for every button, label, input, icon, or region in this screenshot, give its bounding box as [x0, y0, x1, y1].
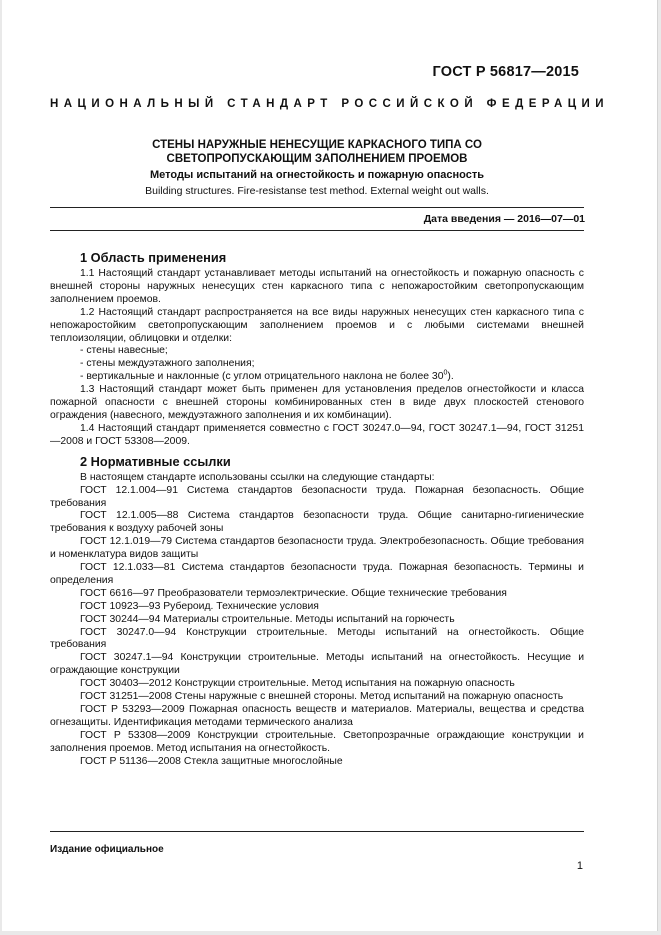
reference-item: ГОСТ 12.1.004—91 Система стандартов безопасности труда. Пожарная безопасность. Общие требования — [50, 484, 584, 509]
introduction-date: Дата введения — 2016—07—01 — [423, 213, 585, 225]
standard-code: ГОСТ Р 56817—2015 — [432, 64, 579, 80]
paragraph-1-4: 1.4 Настоящий стандарт применяется совместно с ГОСТ 30247.0—94, ГОСТ 30247.1—94, ГОСТ 31251—2008 и ГОСТ 53308—2009. — [50, 422, 584, 447]
reference-item: ГОСТ 30247.0—94 Конструкции строительные. Методы испытаний на огнестойкость. Общие требования — [50, 626, 584, 651]
reference-item: ГОСТ Р 53293—2009 Пожарная опасность веществ и материалов. Материалы, вещества и средства огнезащиты. Идентификация методами термического анализа — [50, 704, 584, 728]
paragraph-1-3: 1.3 Настоящий стандарт может быть применен для установления пределов огнестойкости и класса пожарной опасности с внешней стороны комбинированных стен в виде двух плоскостей стенового ограждения (навесного, междуэтажного заполнения и их комбинации). — [50, 384, 584, 421]
page-number: 1 — [576, 860, 583, 872]
paragraph-1-2: 1.2 Настоящий стандарт распространяется на все виды наружных ненесущих стен каркасного типа с непожаростойким светопропускающим заполнением проемов и с любыми системами внешней теплоизоляции, облицовки и отделки: — [50, 306, 584, 344]
reference-item: ГОСТ 6616—97 Преобразователи термоэлектрические. Общие технические требования — [80, 587, 507, 599]
reference-item: ГОСТ 10923—93 Рубероид. Технические условия — [80, 600, 319, 612]
title-subtitle: Методы испытаний на огнестойкость и пожарную опасность — [150, 169, 484, 181]
reference-item: ГОСТ 12.1.033—81 Система стандартов безопасности труда. Пожарная безопасность. Термины и определения — [50, 562, 584, 586]
title-english: Building structures. Fire-resistanse test method. External weight out walls. — [145, 185, 489, 197]
section-2-heading: 2 Нормативные ссылки — [80, 453, 231, 469]
reference-item: ГОСТ 12.1.019—79 Система стандартов безопасности труда. Электробезопасность. Общие требования и номенклатура видов защиты — [50, 536, 584, 561]
reference-item: ГОСТ 12.1.005—88 Система стандартов безопасности труда. Общие санитарно-гигиенические требования к воздуху рабочей зоны — [50, 510, 584, 535]
reference-item: ГОСТ 30403—2012 Конструкции строительные. Метод испытания на пожарную опасность — [80, 678, 515, 690]
section-1-heading: 1 Область применения — [80, 250, 227, 265]
reference-item: ГОСТ 30244—94 Материалы строительные. Методы испытаний на горючесть — [80, 613, 455, 625]
title-block — [82, 138, 552, 198]
reference-item: ГОСТ Р 51136—2008 Стекла защитные многослойные — [80, 755, 343, 767]
title-line-1: СТЕНЫ НАРУЖНЫЕ НЕНЕСУЩИЕ КАРКАСНОГО ТИПА СО — [152, 139, 482, 151]
list-item — [50, 371, 584, 384]
list-item: - стены навесные; — [80, 345, 168, 357]
paragraph-1-1: 1.1 Настоящий стандарт устанавливает методы испытаний на огнестойкость и пожарную опасность с внешней стороны наружных ненесущих стен каркасного типа с непожаростойким светопропускающим заполнением проемов. — [50, 268, 584, 305]
divider-top — [50, 207, 584, 208]
national-standard-banner: НАЦИОНАЛЬНЫЙ СТАНДАРТ РОССИЙСКОЙ ФЕДЕРАЦИИ — [50, 98, 609, 110]
document-page — [2, 0, 658, 931]
title-line-2: СВЕТОПРОПУСКАЮЩИМ ЗАПОЛНЕНИЕМ ПРОЕМОВ — [166, 153, 468, 165]
document-body — [50, 250, 584, 769]
reference-item: ГОСТ Р 53308—2009 Конструкции строительные. Светопрозрачные ограждающие конструкции и заполнения проемов. Метод испытания на огнестойкость. — [50, 729, 584, 754]
reference-item: ГОСТ 30247.1—94 Конструкции строительные. Методы испытаний на огнестойкость. Несущие и ограждающие конструкции — [50, 652, 584, 677]
list-item-text: - вертикальные и наклонные (с углом отрицательного наклона не более 30 — [80, 371, 444, 383]
divider-bottom — [50, 230, 584, 231]
footer-divider — [50, 831, 584, 832]
reference-item: ГОСТ 31251—2008 Стены наружные с внешней стороны. Метод испытаний на пожарную опасность — [80, 691, 564, 703]
list-item-end: ). — [447, 371, 454, 383]
degree-superscript: 0 — [443, 369, 448, 377]
paragraph-2-intro: В настоящем стандарте использованы ссылки на следующие стандарты: — [80, 471, 435, 483]
official-edition-label: Издание официальное — [50, 844, 164, 855]
list-item: - стены междуэтажного заполнения; — [80, 358, 255, 370]
